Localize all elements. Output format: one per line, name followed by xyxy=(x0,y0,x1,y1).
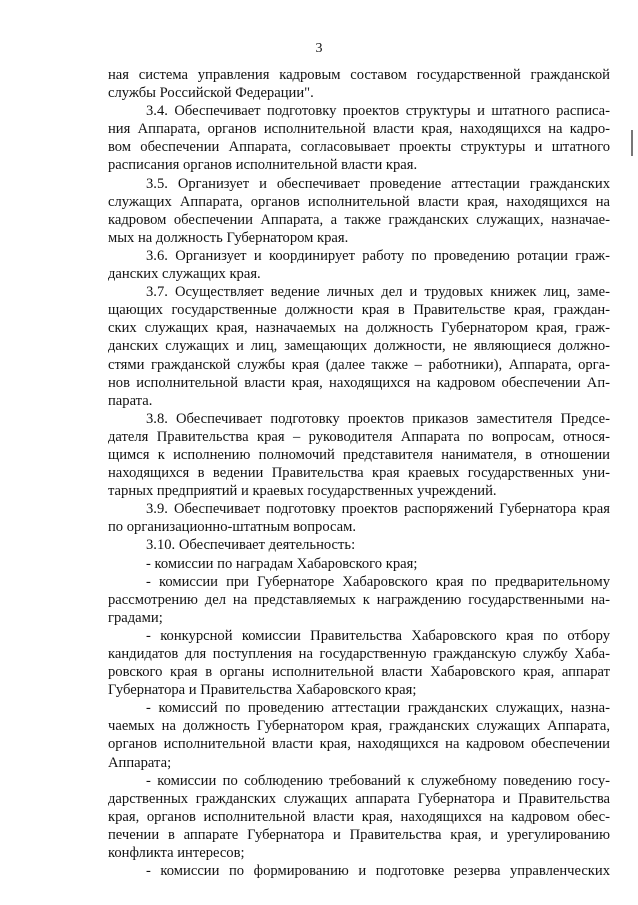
text-line: нов исполнительной власти края, находящихся на кадровом обеспечении Ап- xyxy=(108,374,610,391)
text-line: дарственных гражданских служащих аппарата Губернатора и Правительства xyxy=(108,790,610,807)
text-line: парата. xyxy=(108,392,153,409)
text-line: данских служащих и лиц, замещающих должности, не являющиеся должно- xyxy=(108,338,610,355)
text-line: - комиссии при Губернаторе Хабаровского края по предварительному xyxy=(146,573,610,590)
text-line: 3.6. Организует и координирует работу по проведению ротации граж- xyxy=(146,247,610,264)
text-line: щающих государственные должности края в Правительстве края, граждан- xyxy=(108,302,610,319)
text-line: печении в аппарате Губернатора и Правительства края, и урегулированию xyxy=(108,826,610,843)
text-line: 3.9. Обеспечивает подготовку проектов распоряжений Губернатора края xyxy=(146,501,610,518)
text-line: данских служащих края. xyxy=(108,266,261,283)
text-line: чаемых на должность Губернатором края, гражданских служащих Аппарата, xyxy=(108,718,610,735)
text-line: вом обеспечении Аппарата, согласовывает проекты структуры и штатного xyxy=(108,139,610,156)
text-line: кандидатов для поступления на государственную гражданскую службу Хаба- xyxy=(108,646,610,662)
text-line: - комиссий по проведению аттестации гражданских служащих, назна- xyxy=(146,700,610,717)
page-number: 3 xyxy=(315,41,323,56)
text-line: - конкурсной комиссии Правительства Хабаровского края по отбору xyxy=(146,627,610,644)
text-line: стями гражданской службы края (далее также – работники), Аппарата, орга- xyxy=(108,356,610,373)
text-line: ная система управления кадровым составом государственной гражданской xyxy=(108,67,610,83)
text-line: расписания органов исполнительной власти края. xyxy=(108,157,418,174)
text-line: кадровом обеспечении Аппарата, а также гражданских служащих, назначае- xyxy=(108,211,610,228)
text-line: - комиссии по наградам Хабаровского края; xyxy=(146,555,418,572)
text-line: органов исполнительной власти края, находящихся на кадровом обеспечении xyxy=(108,736,610,753)
text-line: служащих Аппарата, органов исполнительной власти края, находящихся на xyxy=(108,193,610,210)
text-line: - комиссии по соблюдению требований к служебному поведению госу- xyxy=(146,772,610,789)
text-line: Аппарата; xyxy=(108,754,172,771)
text-line: края, органов исполнительной власти края, находящихся на кадровом обес- xyxy=(108,808,610,825)
text-line: Губернатора и Правительства Хабаровского края; xyxy=(108,682,417,699)
text-line: ровского края в органы исполнительной власти Хабаровского края, аппарат xyxy=(108,664,610,681)
text-line: щимся к исполнению полномочий представителя нанимателя, в отношении xyxy=(108,446,610,463)
text-line: службы Российской Федерации". xyxy=(108,85,314,102)
text-line: ских служащих края, назначаемых на должность Губернатором края, граж- xyxy=(108,320,610,337)
text-line: конфликта интересов; xyxy=(108,845,245,862)
text-line: находящихся в ведении Правительства края краевых государственных уни- xyxy=(108,465,610,482)
text-line: рассмотрению дел на представляемых к награждению государственными на- xyxy=(108,591,610,608)
text-line: - комиссии по формированию и подготовке резерва управленческих xyxy=(146,863,610,880)
document-body xyxy=(108,66,610,880)
scan-edge-mark xyxy=(631,130,633,156)
text-line: дателя Правительства края – руководителя Аппарата по вопросам, относя- xyxy=(108,428,610,445)
text-line: ния Аппарата, органов исполнительной власти края, находящихся на кадро- xyxy=(108,121,610,138)
text-line: по организационно-штатным вопросам. xyxy=(108,519,357,536)
text-line: тарных предприятий и краевых государственных учреждений. xyxy=(108,483,497,500)
text-line: 3.10. Обеспечивает деятельность: xyxy=(146,537,356,554)
text-line: 3.8. Обеспечивает подготовку проектов приказов заместителя Предсе- xyxy=(146,410,610,427)
text-line: 3.4. Обеспечивает подготовку проектов структуры и штатного расписа- xyxy=(146,103,610,120)
text-line: градами; xyxy=(108,609,163,626)
text-line: 3.5. Организует и обеспечивает проведение аттестации гражданских xyxy=(146,175,610,192)
text-line: 3.7. Осуществляет ведение личных дел и трудовых книжек лиц, заме- xyxy=(146,284,610,301)
text-line: мых на должность Губернатором края. xyxy=(108,229,349,246)
